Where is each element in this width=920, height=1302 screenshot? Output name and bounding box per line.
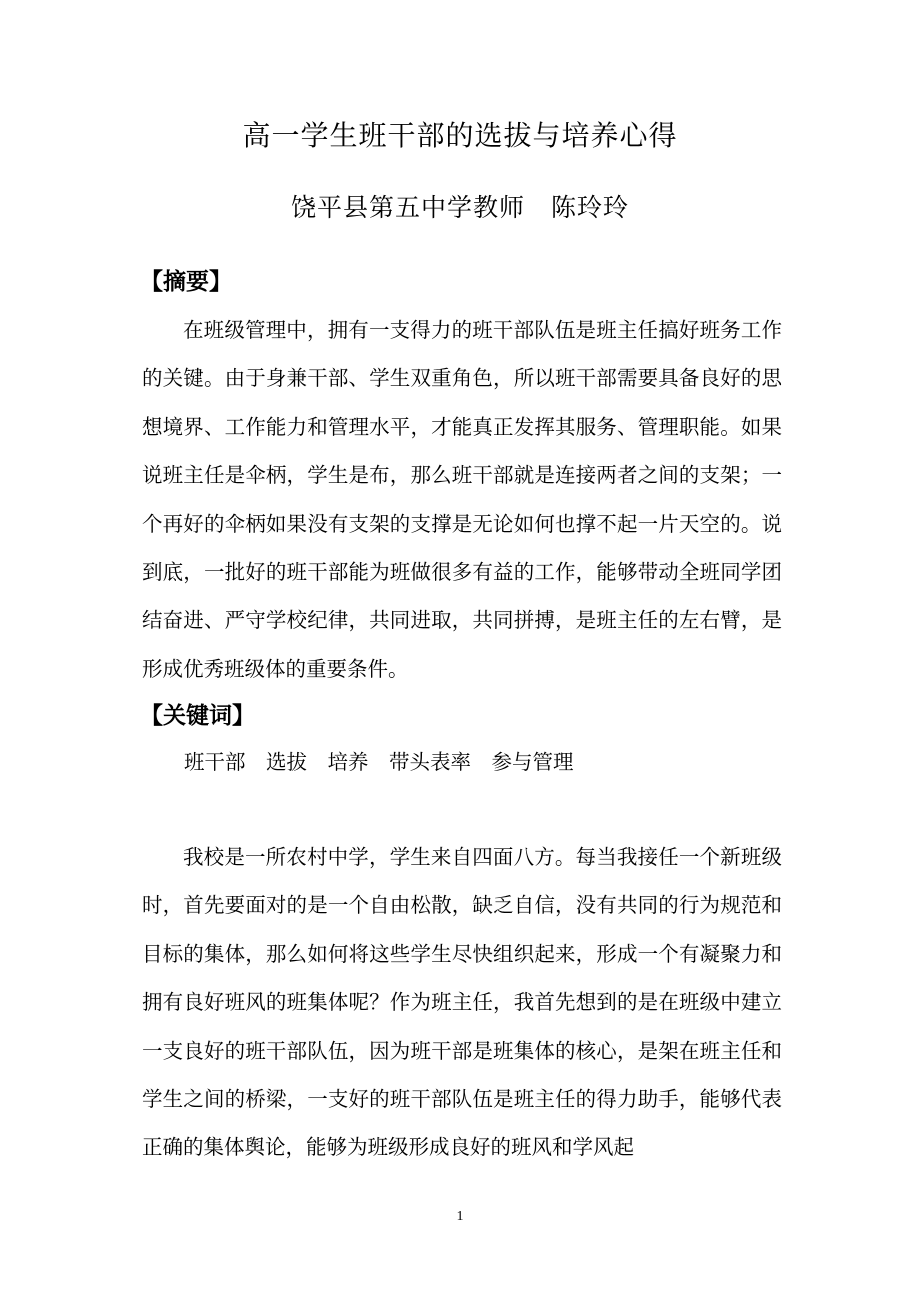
document-title: 高一学生班干部的选拔与培养心得 [242,119,678,152]
keywords-list: 班干部 选拔 培养 带头表率 参与管理 [184,750,574,774]
keywords-heading: 【关键词】 [140,703,255,729]
page-number: 1 [456,1209,464,1224]
body-paragraph: 我校是一所农村中学，学生来自四面八方。每当我接任一个新班级时，首先要面对的是一个自由松散，缺乏自信，没有共同的行为规范和目标的集体，那么如何将这些学生尽快组织起来，形成一个有凝聚力和拥有良好班风的班集体呢？作为班主任，我首先想到的是在班级中建立一支良好的班干部队伍，因为班干部是班集体的核心，是架在班主任和学生之间的桥梁，一支好的班干部队伍是班主任的得力助手，能够代表正确的集体舆论，能够为班级形成良好的班风和学风起 [142,845,782,1160]
abstract-paragraph: 在班级管理中，拥有一支得力的班干部队伍是班主任搞好班务工作的关键。由于身兼干部、学生双重角色，所以班干部需要具备良好的思想境界、工作能力和管理水平，才能真正发挥其服务、管理职能。如果说班主任是伞柄，学生是布，那么班干部就是连接两者之间的支架；一个再好的伞柄如果没有支架的支撑是无论如何也撑不起一片天空的。说到底，一批好的班干部能为班做很多有益的工作，能够带动全班同学团结奋进、严守学校纪律，共同进取，共同拼搏，是班主任的左右臂，是形成优秀班级体的重要条件。 [142,318,782,681]
author-line: 饶平县第五中学教师 陈玲玲 [290,193,629,222]
abstract-heading: 【摘要】 [140,269,232,295]
